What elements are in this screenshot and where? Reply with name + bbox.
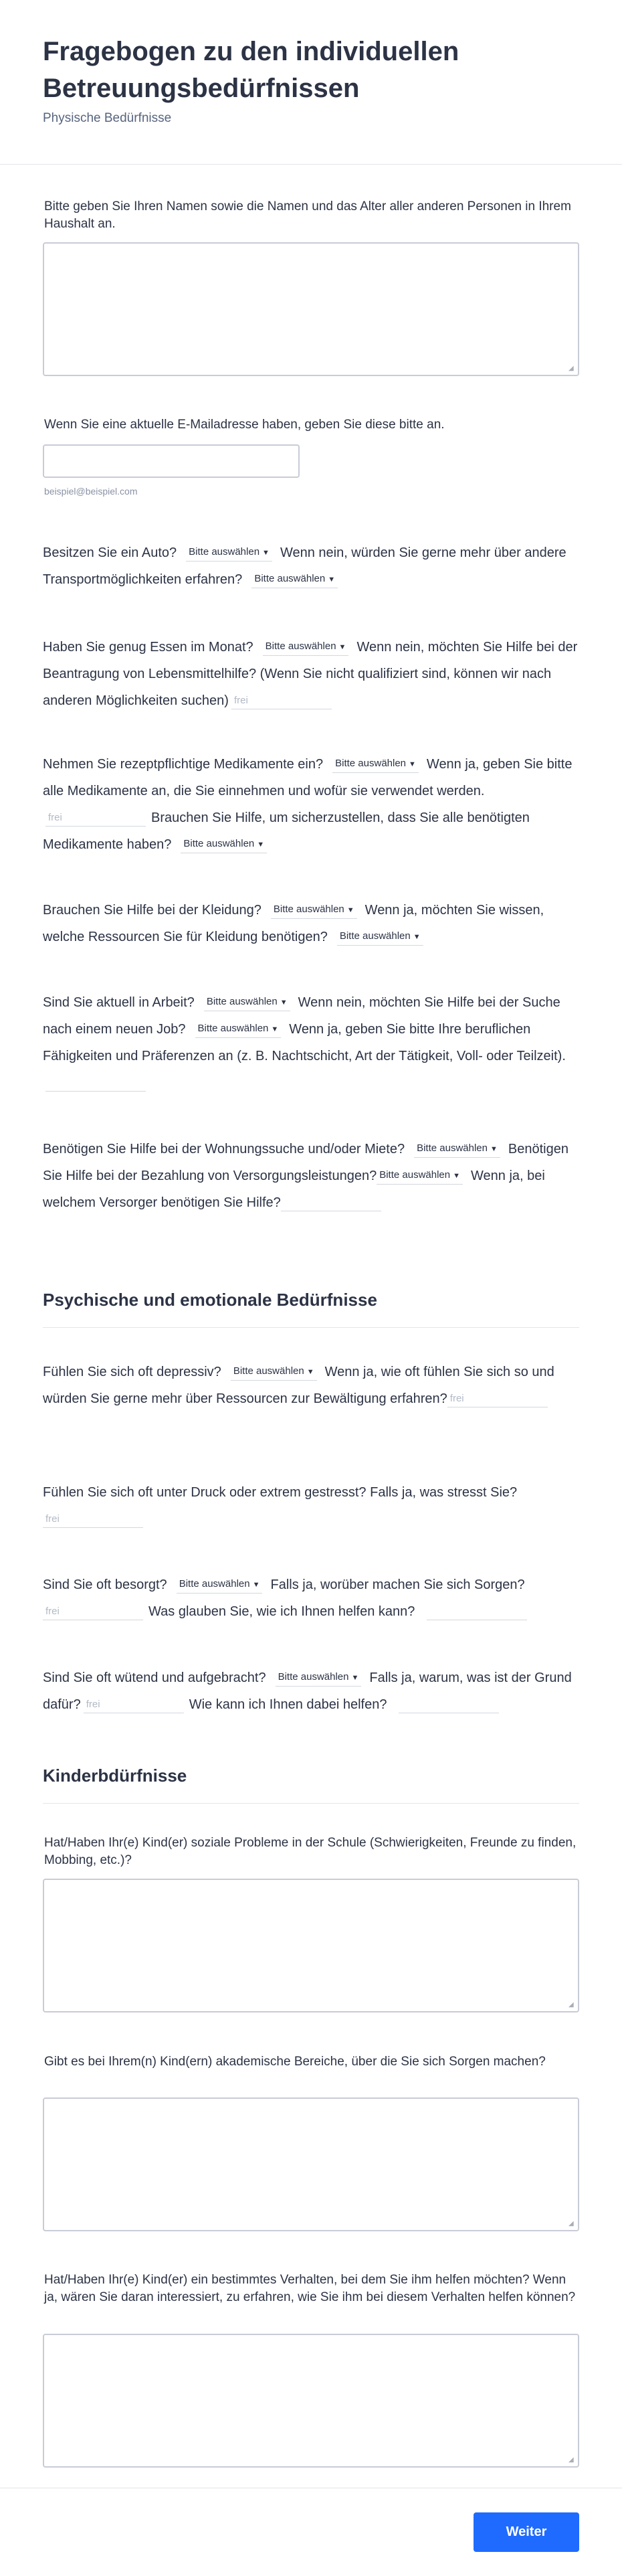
chevron-down-icon: ▼ xyxy=(351,1674,359,1683)
children-behavior-label: Hat/Haben Ihr(e) Kind(er) ein bestimmtes Verhalten, bei dem Sie ihm helfen möchten? Wenn ja, wären Sie daran interessiert, zu erfahren, wie Sie ihm bei diesem Verhalten helfen können? xyxy=(44,2273,576,2304)
chevron-down-icon: ▼ xyxy=(453,1172,461,1181)
transport-select[interactable] xyxy=(251,572,338,588)
meds-help-select[interactable] xyxy=(181,837,267,853)
housing-select-value: Bitte auswählen xyxy=(417,1142,488,1154)
food-select-value: Bitte auswählen xyxy=(265,640,336,653)
chevron-down-icon: ▼ xyxy=(252,1581,260,1590)
chevron-down-icon: ▼ xyxy=(409,760,416,769)
resize-grip-icon[interactable]: ◢ xyxy=(568,2220,574,2227)
depressed-blank-input[interactable]: frei xyxy=(447,1391,548,1407)
housing-select[interactable] xyxy=(414,1141,500,1158)
section-divider xyxy=(43,1327,579,1328)
utilities-blank-input[interactable] xyxy=(281,1195,381,1211)
children-behavior-textarea[interactable] xyxy=(43,2334,579,2468)
children-academic-label: Gibt es bei Ihrem(n) Kind(ern) akademische Bereiche, über die Sie sich Sorgen machen? xyxy=(44,2055,546,2069)
food-select[interactable] xyxy=(263,639,349,656)
question-meds xyxy=(43,751,578,858)
housing-question-text: Benötigen Sie Hilfe bei der Wohnungssuche und/oder Miete? xyxy=(43,1142,405,1156)
email-label: Wenn Sie eine aktuelle E-Mailadresse haben, geben Sie diese bitte an. xyxy=(44,418,445,432)
food-question-text: Haben Sie genug Essen im Monat? xyxy=(43,640,253,655)
chevron-down-icon: ▼ xyxy=(328,576,336,584)
food-blank-input[interactable]: frei xyxy=(231,693,332,709)
question-housing xyxy=(43,1136,578,1216)
meds-select[interactable] xyxy=(332,756,419,773)
work-skills-blank-input[interactable] xyxy=(45,1076,146,1092)
household-label: Bitte geben Sie Ihren Namen sowie die Namen und das Alter aller anderen Personen in Ihrem Haushalt an. xyxy=(44,199,571,231)
worried-question-text: Sind Sie oft besorgt? xyxy=(43,1577,167,1592)
email-sublabel: beispiel@beispiel.com xyxy=(44,486,138,497)
worried-blank-input[interactable]: frei xyxy=(43,1604,143,1620)
worried-select[interactable] xyxy=(177,1577,263,1594)
resize-grip-icon[interactable]: ◢ xyxy=(568,365,574,372)
question-work xyxy=(43,989,578,1096)
utilities-select-value: Bitte auswählen xyxy=(379,1169,451,1181)
clothes-select-value: Bitte auswählen xyxy=(273,904,344,916)
meds-select-value: Bitte auswählen xyxy=(335,758,407,770)
page-subtitle: Physische Bedürfnisse xyxy=(43,111,172,125)
work-question-text: Sind Sie aktuell in Arbeit? xyxy=(43,995,195,1010)
work-followup-text: Wenn nein, möchten Sie Hilfe bei der Suche nach einem neuen Job? xyxy=(43,995,560,1037)
depressed-select[interactable] xyxy=(231,1364,317,1381)
chevron-down-icon: ▼ xyxy=(338,643,346,652)
job-search-select[interactable] xyxy=(195,1021,282,1038)
chevron-down-icon: ▼ xyxy=(346,906,354,915)
worried-help-blank-input[interactable] xyxy=(427,1604,527,1620)
transport-select-value: Bitte auswählen xyxy=(254,573,326,585)
section-heading-emotional: Psychische und emotionale Bedürfnisse xyxy=(43,1290,377,1310)
question-angry xyxy=(43,1664,578,1718)
meds-blank-input[interactable]: frei xyxy=(45,810,146,827)
chevron-down-icon: ▼ xyxy=(257,841,265,849)
stress-blank-input[interactable]: frei xyxy=(43,1512,143,1528)
auto-question-text: Besitzen Sie ein Auto? xyxy=(43,545,177,560)
question-clothes xyxy=(43,897,578,950)
depressed-followup-text: Wenn ja, wie oft fühlen Sie sich so und würden Sie gerne mehr über Ressourcen zur Bewältigung erfahren? xyxy=(43,1365,554,1406)
children-academic-textarea[interactable] xyxy=(43,2097,579,2231)
meds-help-text: Brauchen Sie Hilfe, um sicherzustellen, dass Sie alle benötigten Medikamente haben? xyxy=(43,810,530,852)
chevron-down-icon: ▼ xyxy=(490,1145,498,1154)
angry-help-text: Wie kann ich Ihnen dabei helfen? xyxy=(189,1697,387,1712)
clothes-resources-select-value: Bitte auswählen xyxy=(339,930,411,942)
resize-grip-icon[interactable]: ◢ xyxy=(568,2456,574,2464)
clothes-question-text: Brauchen Sie Hilfe bei der Kleidung? xyxy=(43,903,262,918)
chevron-down-icon: ▼ xyxy=(413,933,421,942)
form-header xyxy=(0,0,622,165)
question-food xyxy=(43,634,578,714)
food-followup-text: Wenn nein, möchten Sie Hilfe bei der Beantragung von Lebensmittelhilfe? (Wenn Sie nicht qualifiziert sind, können wir nach anderen Möglichkeiten suchen) xyxy=(43,640,578,708)
clothes-followup-text: Wenn ja, möchten Sie wissen, welche Ressourcen Sie für Kleidung benötigen? xyxy=(43,903,544,944)
auto-select[interactable] xyxy=(186,545,272,562)
utilities-select[interactable] xyxy=(377,1168,463,1185)
auto-followup-text: Wenn nein, würden Sie gerne mehr über andere Transportmöglichkeiten erfahren? xyxy=(43,545,566,587)
question-worried xyxy=(43,1571,578,1625)
question-auto xyxy=(43,539,578,593)
work-select-value: Bitte auswählen xyxy=(206,996,278,1008)
depressed-question-text: Fühlen Sie sich oft depressiv? xyxy=(43,1365,221,1379)
clothes-resources-select[interactable] xyxy=(337,929,423,946)
job-search-select-value: Bitte auswählen xyxy=(197,1023,269,1035)
chevron-down-icon: ▼ xyxy=(306,1368,314,1377)
worried-followup-text: Falls ja, worüber machen Sie sich Sorgen? xyxy=(270,1577,525,1592)
meds-help-select-value: Bitte auswählen xyxy=(183,838,255,850)
chevron-down-icon: ▼ xyxy=(262,549,270,557)
household-textarea[interactable] xyxy=(43,242,579,376)
next-button[interactable]: Weiter xyxy=(474,2512,579,2552)
utilities-question-text: Benötigen Sie Hilfe bei der Bezahlung von Versorgungsleistungen? xyxy=(43,1142,568,1183)
angry-select-value: Bitte auswählen xyxy=(278,1671,349,1683)
clothes-select[interactable] xyxy=(271,902,357,919)
angry-followup-text: Falls ja, warum, was ist der Grund dafür? xyxy=(43,1670,572,1712)
chevron-down-icon: ▼ xyxy=(271,1025,279,1034)
worried-help-text: Was glauben Sie, wie ich Ihnen helfen kann? xyxy=(148,1604,415,1619)
chevron-down-icon: ▼ xyxy=(280,999,288,1007)
question-stress xyxy=(43,1479,578,1533)
email-input[interactable] xyxy=(43,444,300,478)
page-title: Fragebogen zu den individuellen Betreuungsbedürfnissen xyxy=(43,37,459,103)
work-select[interactable] xyxy=(204,995,290,1011)
depressed-select-value: Bitte auswählen xyxy=(233,1365,304,1377)
children-social-textarea[interactable] xyxy=(43,1879,579,2012)
question-depressed xyxy=(43,1359,578,1412)
resize-grip-icon[interactable]: ◢ xyxy=(568,2001,574,2008)
utilities-followup-text: Wenn ja, bei welchem Versorger benötigen Sie Hilfe? xyxy=(43,1169,545,1210)
meds-question-text: Nehmen Sie rezeptpflichtige Medikamente ein? xyxy=(43,757,324,772)
section-divider xyxy=(43,1803,579,1804)
auto-select-value: Bitte auswählen xyxy=(189,546,260,558)
stress-question-text: Fühlen Sie sich oft unter Druck oder extrem gestresst? Falls ja, was stresst Sie? xyxy=(43,1485,518,1500)
angry-select[interactable] xyxy=(276,1670,362,1687)
angry-blank-input[interactable]: frei xyxy=(84,1697,184,1713)
angry-help-blank-input[interactable] xyxy=(399,1697,499,1713)
worried-select-value: Bitte auswählen xyxy=(179,1578,250,1590)
children-social-label: Hat/Haben Ihr(e) Kind(er) soziale Probleme in der Schule (Schwierigkeiten, Freunde zu finden, Mobbing, etc.)? xyxy=(44,1836,577,1867)
work-skills-text: Wenn ja, geben Sie bitte Ihre beruflichen Fähigkeiten und Präferenzen an (z. B. Nachtschicht, Art der Tätigkeit, Voll- oder Teilzeit). xyxy=(43,1022,566,1063)
angry-question-text: Sind Sie oft wütend und aufgebracht? xyxy=(43,1670,266,1685)
section-heading-children: Kinderbdürfnisse xyxy=(43,1766,187,1786)
meds-followup-text: Wenn ja, geben Sie bitte alle Medikamente an, die Sie einnehmen und wofür sie verwendet werden. xyxy=(43,757,573,798)
